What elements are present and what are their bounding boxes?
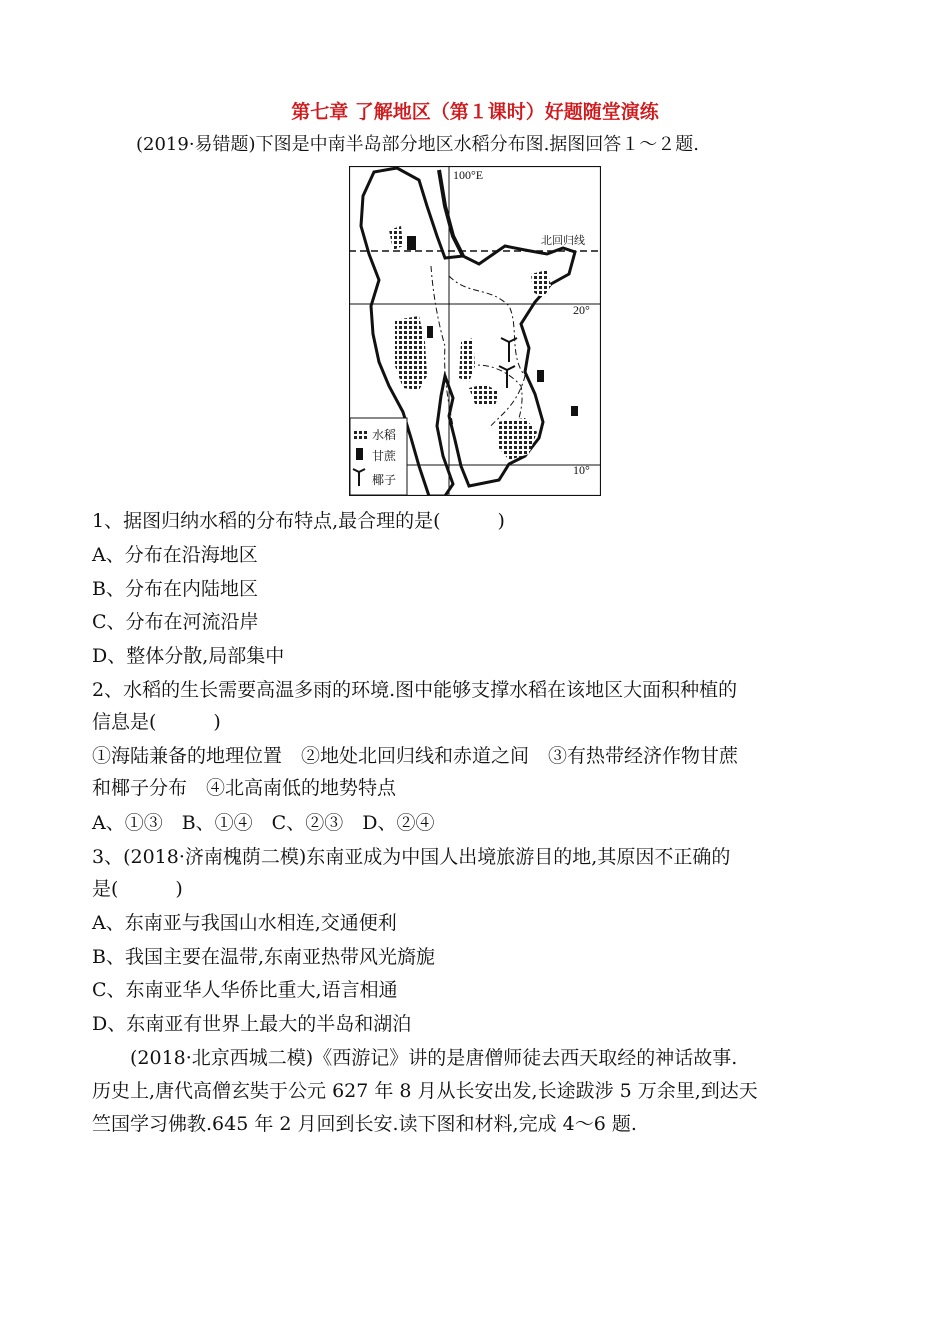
- passage-line1: (2018·北京西城二模)《西游记》讲的是唐僧师徒去西天取经的神话故事.: [130, 1047, 738, 1069]
- q1-option-c: C、分布在河流沿岸: [92, 611, 259, 633]
- q1-option-b: B、分布在内陆地区: [92, 578, 258, 600]
- legend-rice: 水稻: [372, 428, 397, 442]
- q3-option-c: C、东南亚华人华侨比重大,语言相通: [92, 979, 398, 1001]
- q3-option-b: B、我国主要在温带,东南亚热带风光旖旎: [92, 946, 436, 968]
- legend-sugarcane-swatch: [356, 448, 363, 460]
- q3-option-a: A、东南亚与我国山水相连,交通便利: [92, 912, 397, 934]
- lon-label: 100°E: [453, 168, 484, 182]
- q2-options-line2: 和椰子分布 ④北高南低的地势特点: [92, 777, 397, 799]
- q3-option-d: D、东南亚有世界上最大的半岛和湖泊: [92, 1013, 412, 1035]
- sugarcane-marker: [571, 406, 578, 416]
- passage-line2: 历史上,唐代高僧玄奘于公元 627 年 8 月从长安出发,长途跋涉 5 万余里,到达天: [92, 1080, 758, 1102]
- page-title: 第七章 了解地区（第１课时）好题随堂演练: [291, 101, 659, 123]
- lat10-label: 10°: [573, 463, 590, 477]
- passage-line3: 竺国学习佛教.645 年 2 月回到长安.读下图和材料,完成 4～6 题.: [92, 1113, 637, 1135]
- sugarcane-marker: [427, 326, 433, 338]
- q2-options-line1: ①海陆兼备的地理位置 ②地处北回归线和赤道之间 ③有热带经济作物甘蔗: [92, 745, 739, 767]
- intro-text: (2019·易错题)下图是中南半岛部分地区水稻分布图.据图回答１～２题.: [136, 134, 700, 155]
- rice-distribution-map: [349, 166, 601, 496]
- q3-stem-line1: 3、(2018·济南槐荫二模)东南亚成为中国人出境旅游目的地,其原因不正确的: [92, 846, 731, 868]
- legend-rice-swatch: [353, 430, 369, 440]
- lat20-label: 20°: [573, 303, 590, 317]
- q2-stem-line2: 信息是( ): [92, 711, 221, 733]
- tropic-label: 北回归线: [541, 234, 585, 247]
- sugarcane-marker: [537, 370, 544, 382]
- q1-stem: 1、据图归纳水稻的分布特点,最合理的是( ): [92, 510, 505, 532]
- q2-choices: A、①③ B、①④ C、②③ D、②④: [92, 812, 435, 834]
- sugarcane-marker: [407, 236, 416, 250]
- legend-coconut: 椰子: [372, 473, 397, 487]
- q1-option-d: D、整体分散,局部集中: [92, 645, 285, 667]
- legend-sugarcane: 甘蔗: [372, 449, 397, 463]
- q3-stem-line2: 是( ): [92, 878, 183, 900]
- q2-stem-line1: 2、水稻的生长需要高温多雨的环境.图中能够支撑水稻在该地区大面积种植的: [92, 679, 738, 701]
- q1-option-a: A、分布在沿海地区: [92, 544, 258, 566]
